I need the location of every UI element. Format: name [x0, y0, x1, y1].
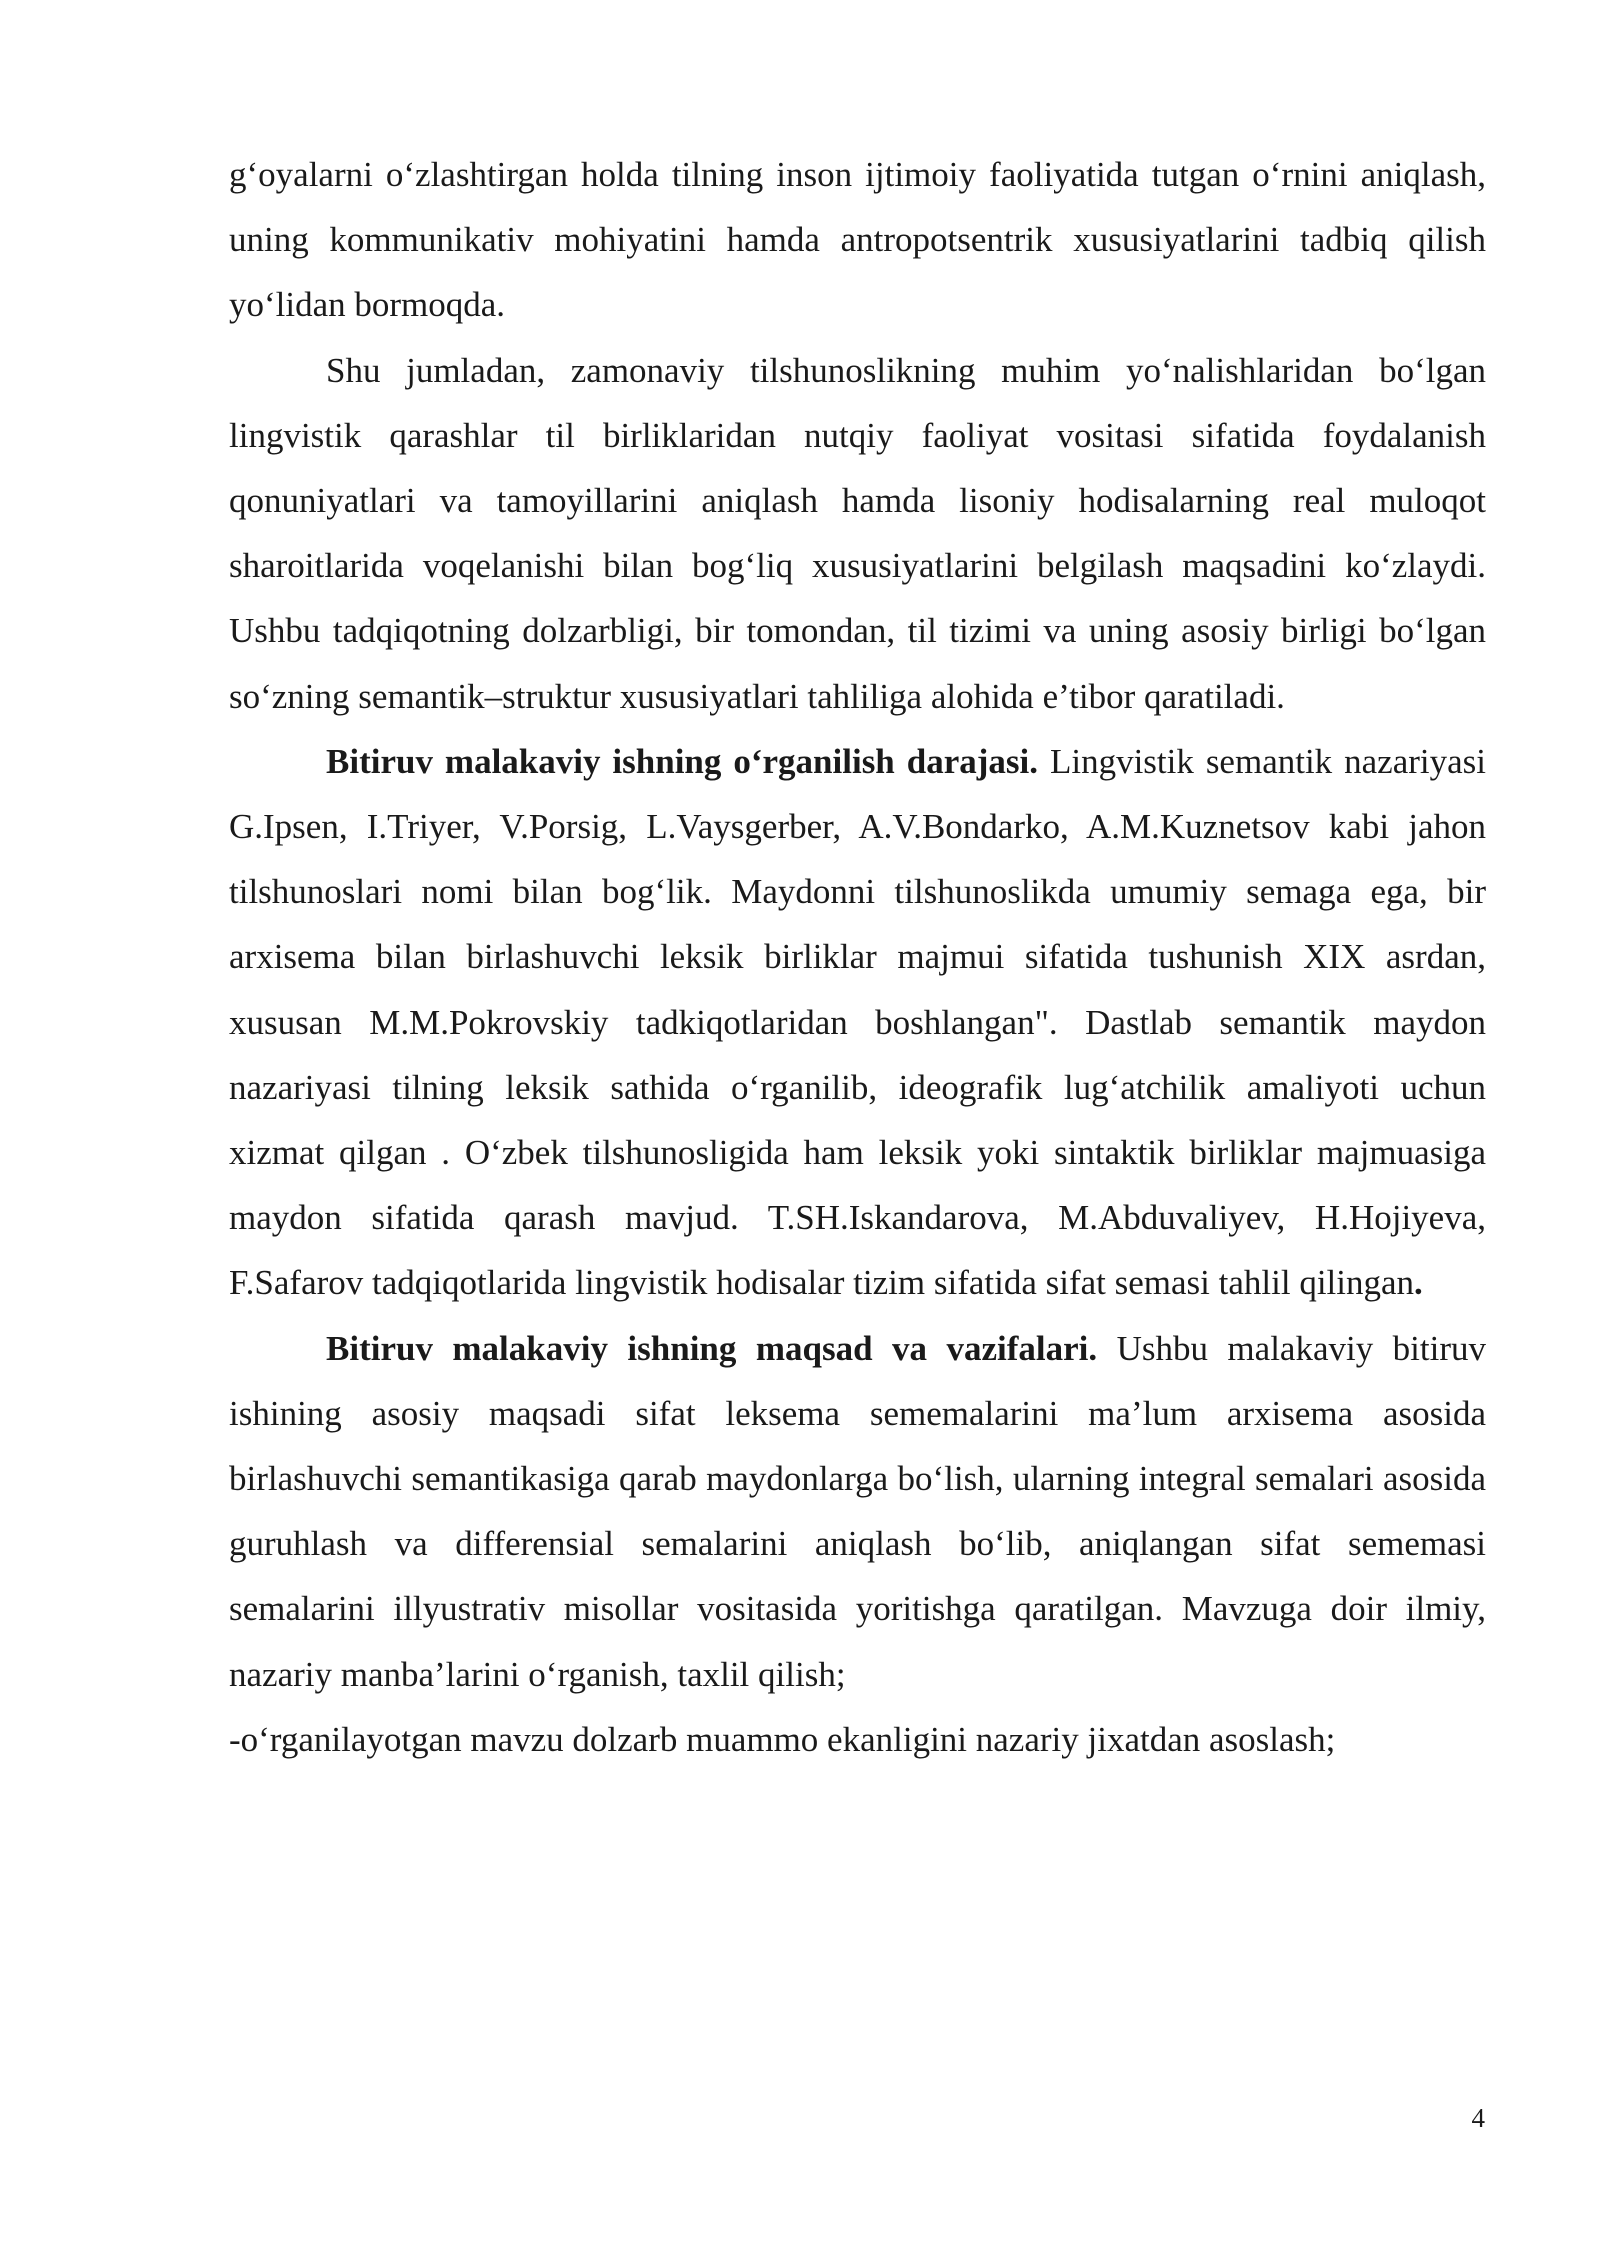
- page-number: 4: [1471, 2103, 1485, 2133]
- paragraph-trailing-period: .: [1414, 1263, 1423, 1303]
- paragraph-heading: Bitiruv malakaviy ishning maqsad va vazifalari.: [326, 1328, 1098, 1368]
- paragraph-text: g‘oyalarni o‘zlashtirgan holda tilning inson ijtimoiy faoliyatida tutgan o‘rnini aniqlash, uning kommunikativ mohiyatini hamda antropotsentrik xususiyatlarini tadbiq qilish yo‘lidan bormoqda.: [229, 155, 1486, 325]
- paragraph-text: Shu jumladan, zamonaviy tilshunoslikning muhim yo‘nalishlaridan bo‘lgan lingvistik qarashlar til birliklaridan nutqiy faoliyat vositasi sifatida foydalanish qonuniyatlari va tamoyillarini aniqlash hamda lisoniy hodisalarning real muloqot sharoitlarida voqelanishi bilan bog‘liq xususiyatlarini belgilash maqsadini ko‘zlaydi. Ushbu tadqiqotning dolzarbligi, bir tomondan, til tizimi va uning asosiy birligi bo‘lgan so‘zning semantik–struktur xususiyatlari tahliliga alohida e’tibor qaratiladi.: [229, 350, 1486, 716]
- paragraph-relevance: [229, 338, 1486, 729]
- paragraph-task-item: [229, 1707, 1486, 1772]
- page-body: [229, 142, 1486, 1772]
- paragraph-text: -o‘rganilayotgan mavzu dolzarb muammo ekanligini nazariy jixatdan asoslash;: [229, 1719, 1336, 1759]
- paragraph-heading: Bitiruv malakaviy ishning o‘rganilish darajasi.: [326, 741, 1038, 781]
- paragraph-degree-of-study: [229, 729, 1486, 1316]
- paragraph-text: Ushbu malakaviy bitiruv ishining asosiy maqsadi sifat leksema sememalarini ma’lum arxisema asosida birlashuvchi semantikasiga qarab maydonlarga bo‘lish, ularning integral semalari asosida guruhlash va differensial semalarini aniqlash bo‘lib, aniqlangan sifat sememasi semalarini illyustrativ misollar vositasida yoritishga qaratilgan. Mavzuga doir ilmiy, nazariy manba’larini o‘rganish, taxlil qilish;: [229, 1328, 1486, 1694]
- paragraph-text: Lingvistik semantik nazariyasi G.Ipsen, I.Triyer, V.Porsig, L.Vaysgerber, A.V.Bondarko, A.M.Kuznetsov kabi jahon tilshunoslari nomi bilan bog‘lik. Maydonni tilshunoslikda umumiy semaga ega, bir arxisema bilan birlashuvchi leksik birliklar majmui sifatida tushunish XIX asrdan, xususan M.M.Pokrovskiy tadkiqotlaridan boshlangan". Dastlab semantik maydon nazariyasi tilning leksik sathida o‘rganilib, ideografik lug‘atchilik amaliyoti uchun xizmat qilgan . O‘zbek tilshunosligida ham leksik yoki sintaktik birliklar majmuasiga maydon sifatida qarash mavjud. T.SH.Iskandarova, M.Abduvaliyev, H.Hojiyeva, F.Safarov tadqiqotlarida lingvistik hodisalar tizim sifatida sifat semasi tahlil qilingan: [229, 741, 1487, 1303]
- paragraph-goals: [229, 1316, 1486, 1707]
- paragraph-intro-continuation: [229, 142, 1486, 338]
